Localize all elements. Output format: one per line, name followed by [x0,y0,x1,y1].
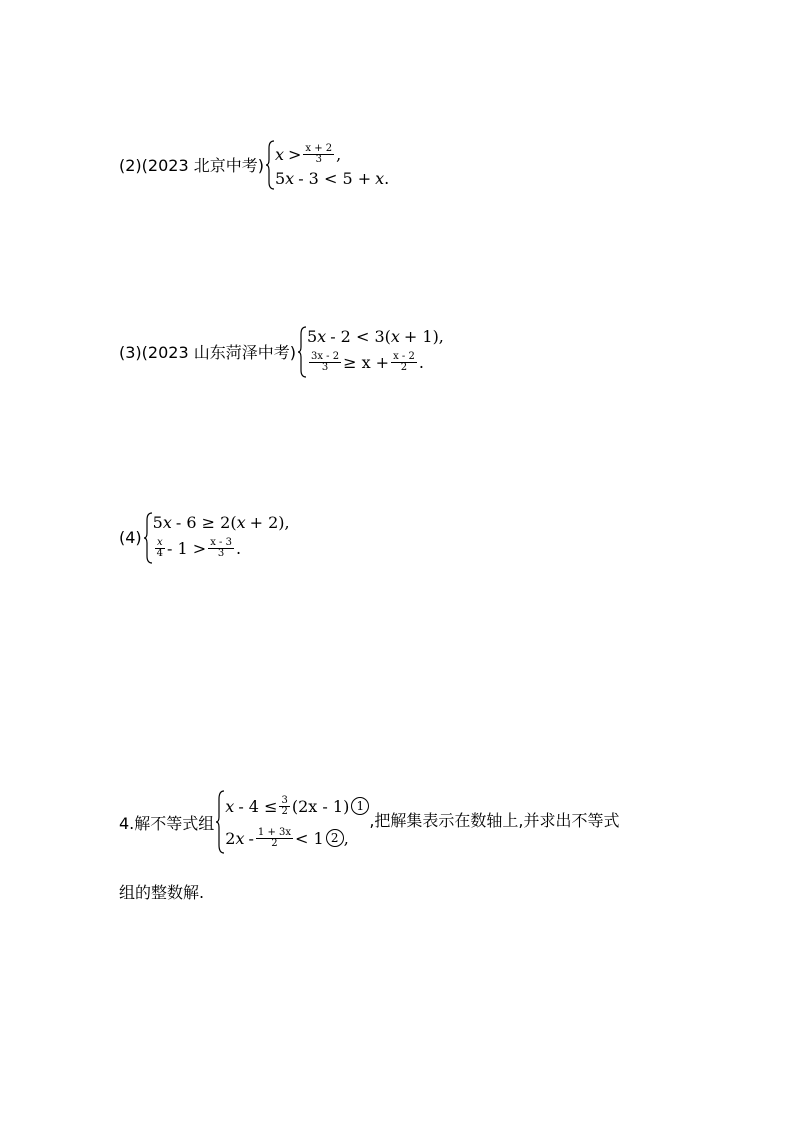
problem-4 [119,512,290,563]
inequality-row: $\frac{3x - 2}{3}$ ≥ x + $\frac{x - 2}{2}$ . [310,350,424,373]
fraction: $\frac{x - 2}{2}$ [393,350,415,373]
problem-3-system [297,326,444,377]
inequality-row-1: x - 4 ≤ $\frac{3}{2}$ (2x - 1) 1 [225,790,369,822]
question-4-instruction: ,把解集表示在数轴上,并求出不等式 [369,810,620,830]
inequality-row: $\frac{x}{4}$ - 1 > $\frac{x - 3}{3}$ . [156,536,242,559]
question-4 [119,790,620,854]
problem-3 [119,326,444,377]
problem-4-system [143,512,290,563]
problem-2-system [265,140,389,189]
fraction: $\frac{1 + 3x}{2}$ [257,826,292,849]
inequality-row: 5 x - 6 ≥ 2( x + 2), [152,513,290,532]
left-brace-icon [265,140,275,190]
fraction: $\frac{x + 2}{3}$ [305,142,333,165]
circled-number-1: 1 [351,797,369,815]
left-brace-icon [143,512,153,564]
circled-number-2: 2 [326,829,344,847]
fraction: $\frac{x - 3}{3}$ [210,536,232,559]
inequality-row-2: 2 x - $\frac{1 + 3x}{2}$ < 1 2 , [225,826,349,849]
problem-2 [119,140,389,189]
problem-2-label: (2)(2023 北京中考) [119,156,264,175]
inequality-row: 5 x - 2 < 3( x + 1), [306,327,444,346]
question-4-system [215,790,369,854]
question-4-label: 4.解不等式组 [119,813,215,833]
left-brace-icon [297,326,307,378]
problem-4-label: (4) [119,528,142,547]
fraction: $\frac{3x - 2}{3}$ [310,350,340,373]
fraction: $\frac{3}{2}$ [281,794,288,817]
left-brace-icon [215,790,225,854]
fraction: $\frac{x}{4}$ [156,536,164,559]
inequality-row: 5 x - 3 < 5 + x . [274,169,390,188]
problem-3-label: (3)(2023 山东菏泽中考) [119,343,296,362]
inequality-row: x > $\frac{x + 2}{3}$ , [274,142,342,165]
question-4-continuation: 组的整数解. [119,883,205,902]
